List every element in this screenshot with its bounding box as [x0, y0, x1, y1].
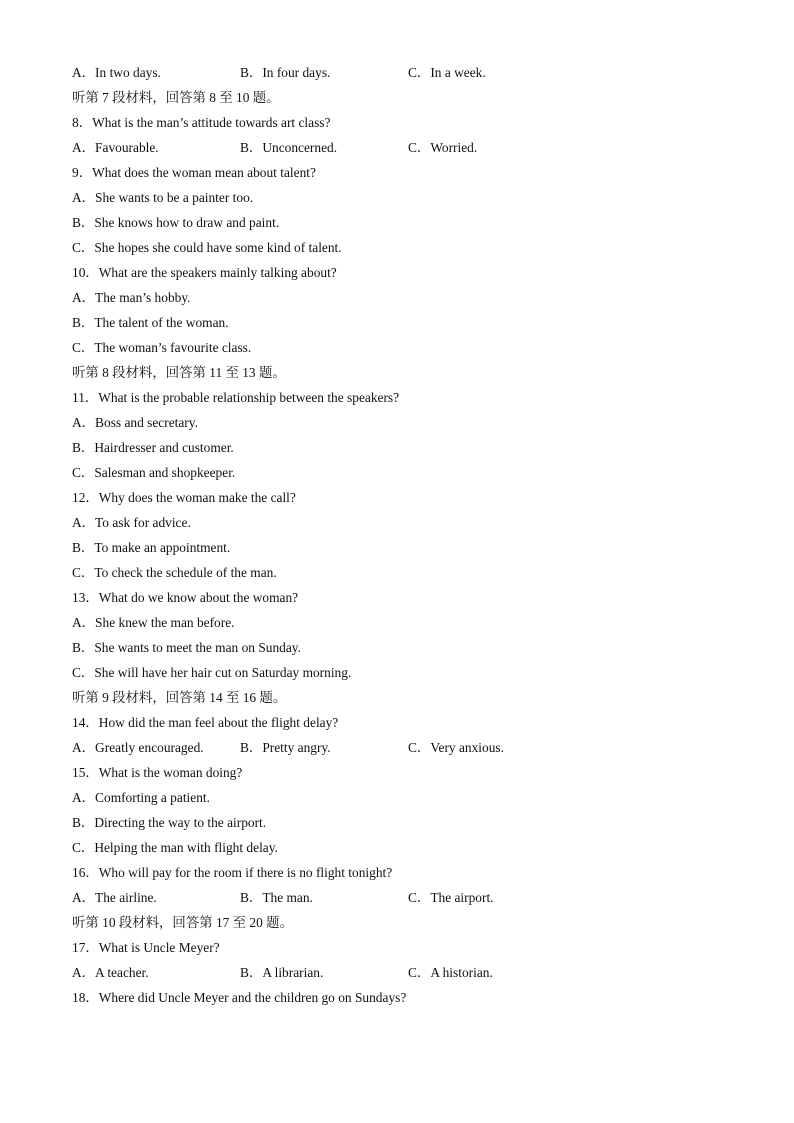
option-a: A．The airline.	[72, 890, 157, 905]
options-row	[72, 64, 752, 89]
question-line: C．Helping the man with flight delay.	[72, 840, 278, 855]
question-line: 13．What do we know about the woman?	[72, 590, 299, 605]
option-a: A．In two days.	[72, 65, 161, 80]
section-heading: 听第 8 段材料，回答第 11 至 13 题。	[72, 365, 286, 380]
question-line: C．To check the schedule of the man.	[72, 565, 277, 580]
question-line: C．The woman’s favourite class.	[72, 340, 252, 355]
question-line: 17．What is Uncle Meyer?	[72, 940, 220, 955]
question-line: 16．Who will pay for the room if there is no flight tonight?	[72, 865, 393, 880]
question-line: 18．Where did Uncle Meyer and the children go on Sundays?	[72, 990, 407, 1005]
question-line: A．The man’s hobby.	[72, 290, 191, 305]
options-row	[72, 964, 752, 989]
question-line: C．She hopes she could have some kind of talent.	[72, 240, 342, 255]
question-line: B．She knows how to draw and paint.	[72, 215, 280, 230]
option-a: A．Greatly encouraged.	[72, 740, 204, 755]
question-list	[72, 64, 752, 1014]
option-a: A．Favourable.	[72, 140, 159, 155]
question-line: B．Hairdresser and customer.	[72, 440, 234, 455]
question-line: 15．What is the woman doing?	[72, 765, 243, 780]
question-line: 9．What does the woman mean about talent?	[72, 165, 316, 180]
question-line: 11．What is the probable relationship between the speakers?	[72, 390, 400, 405]
question-line: B．To make an appointment.	[72, 540, 231, 555]
question-line: B．She wants to meet the man on Sunday.	[72, 640, 301, 655]
question-line: B．The talent of the woman.	[72, 315, 229, 330]
option-a: A．A teacher.	[72, 965, 149, 980]
question-line: C．She will have her hair cut on Saturday morning.	[72, 665, 352, 680]
option-c: C．Worried.	[408, 140, 478, 155]
section-heading: 听第 10 段材料，回答第 17 至 20 题。	[72, 915, 293, 930]
question-line: A．Comforting a patient.	[72, 790, 210, 805]
section-heading: 听第 9 段材料，回答第 14 至 16 题。	[72, 690, 287, 705]
question-line: 14．How did the man feel about the flight delay?	[72, 715, 339, 730]
option-c: C．In a week.	[408, 65, 486, 80]
section-heading: 听第 7 段材料，回答第 8 至 10 题。	[72, 90, 280, 105]
option-b: B．A librarian.	[240, 965, 324, 980]
question-line: 12．Why does the woman make the call?	[72, 490, 296, 505]
option-c: C．Very anxious.	[408, 740, 504, 755]
option-b: B．The man.	[240, 890, 313, 905]
option-c: C．A historian.	[408, 965, 493, 980]
question-line: B．Directing the way to the airport.	[72, 815, 267, 830]
options-row	[72, 739, 752, 764]
option-b: B．Pretty angry.	[240, 740, 331, 755]
question-line: 8．What is the man’s attitude towards art class?	[72, 115, 331, 130]
options-row	[72, 889, 752, 914]
options-row	[72, 139, 752, 164]
option-b: B．In four days.	[240, 65, 331, 80]
question-line: C．Salesman and shopkeeper.	[72, 465, 236, 480]
question-line: A．She wants to be a painter too.	[72, 190, 254, 205]
question-line: A．Boss and secretary.	[72, 415, 198, 430]
question-line: 10．What are the speakers mainly talking about?	[72, 265, 337, 280]
option-c: C．The airport.	[408, 890, 494, 905]
option-b: B．Unconcerned.	[240, 140, 338, 155]
question-line: A．She knew the man before.	[72, 615, 235, 630]
question-line: A．To ask for advice.	[72, 515, 191, 530]
